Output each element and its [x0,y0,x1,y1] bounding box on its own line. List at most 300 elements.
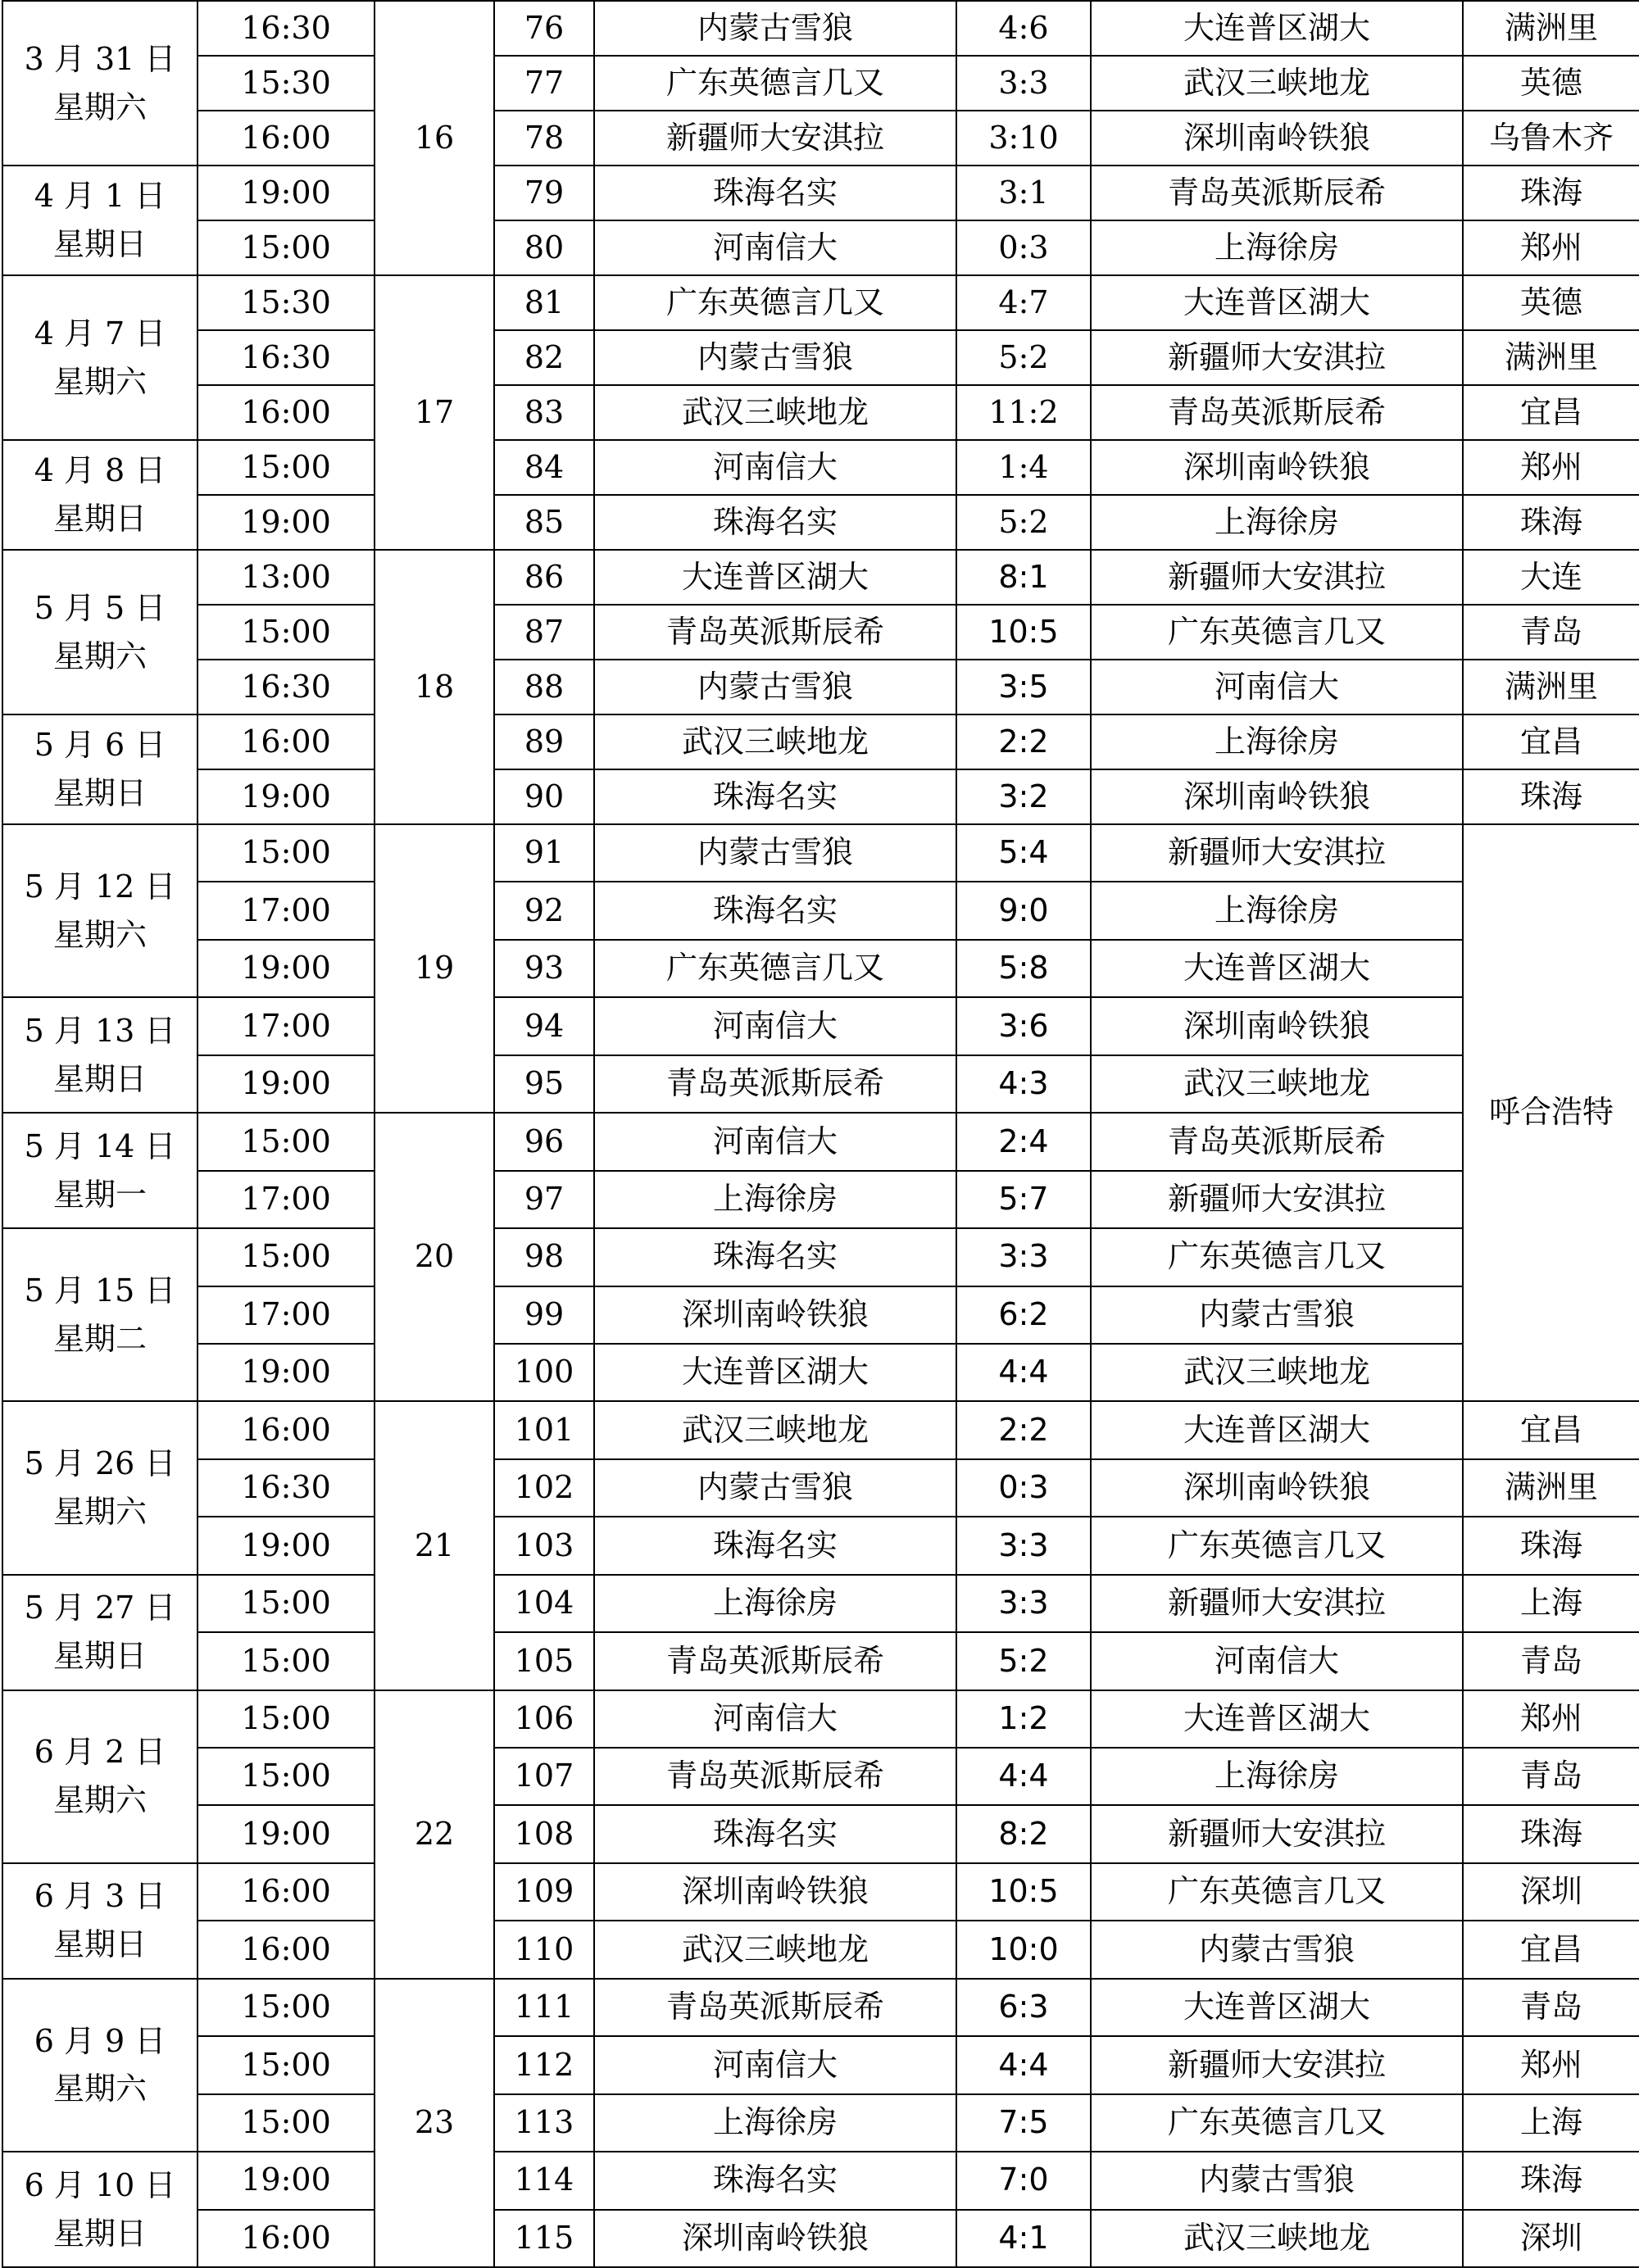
match-score: 4:3 [956,1055,1091,1113]
match-score: 1:2 [956,1690,1091,1748]
round-number: 16 [375,1,494,275]
match-number: 83 [494,385,594,440]
match-number: 110 [494,1921,594,1978]
match-time: 16:00 [197,385,375,440]
match-number: 86 [494,550,594,605]
match-date: 4 月 8 日 [34,452,166,489]
match-score: 2:2 [956,714,1091,769]
match-number: 91 [494,824,594,882]
match-date-cell [2,1979,197,2152]
match-venue: 满洲里 [1463,1,1639,56]
match-score: 9:0 [956,882,1091,939]
match-date-cell [2,1,197,166]
match-venue: 珠海 [1463,769,1639,824]
match-score: 4:4 [956,1344,1091,1401]
away-team: 新疆师大安淇拉 [1091,2036,1463,2093]
match-number: 100 [494,1344,594,1401]
match-number: 88 [494,660,594,714]
table-row [2,1575,1639,1632]
away-team: 上海徐房 [1091,1748,1463,1805]
match-venue: 青岛 [1463,1632,1639,1690]
away-team: 新疆师大安淇拉 [1091,330,1463,385]
match-time: 15:30 [197,275,375,330]
match-score: 3:2 [956,769,1091,824]
home-team: 内蒙古雪狼 [594,1,956,56]
home-team: 青岛英派斯辰希 [594,1748,956,1805]
match-score: 10:5 [956,605,1091,660]
home-team: 武汉三峡地龙 [594,385,956,440]
match-time: 17:00 [197,882,375,939]
table-row [2,1113,1639,1170]
away-team: 深圳南岭铁狼 [1091,997,1463,1055]
match-score: 6:3 [956,1979,1091,2036]
match-date: 5 月 27 日 [24,1590,176,1626]
table-row [2,660,1639,714]
match-weekday: 星期一 [52,1176,147,1213]
home-team: 珠海名实 [594,166,956,220]
away-team: 广东英德言几又 [1091,1863,1463,1921]
home-team: 深圳南岭铁狼 [594,1863,956,1921]
match-score: 2:2 [956,1401,1091,1458]
away-team: 广东英德言几又 [1091,1517,1463,1574]
table-row [2,1921,1639,1978]
match-venue: 宜昌 [1463,1401,1639,1458]
match-venue: 上海 [1463,2094,1639,2152]
home-team: 上海徐房 [594,1171,956,1228]
match-time: 15:00 [197,1979,375,2036]
match-venue: 满洲里 [1463,330,1639,385]
home-team: 内蒙古雪狼 [594,330,956,385]
match-number: 105 [494,1632,594,1690]
table-row [2,2152,1639,2209]
home-team: 大连普区湖大 [594,1344,956,1401]
home-team: 青岛英派斯辰希 [594,1632,956,1690]
table-row [2,1459,1639,1517]
away-team: 大连普区湖大 [1091,1401,1463,1458]
match-date-cell [2,824,197,997]
match-score: 7:5 [956,2094,1091,2152]
away-team: 青岛英派斯辰希 [1091,1113,1463,1170]
match-venue: 宜昌 [1463,714,1639,769]
match-score: 8:1 [956,550,1091,605]
match-weekday: 星期二 [52,1320,147,1357]
table-row [2,714,1639,769]
table-row [2,1517,1639,1574]
home-team: 武汉三峡地龙 [594,714,956,769]
table-row [2,2036,1639,2093]
match-score: 8:2 [956,1805,1091,1862]
match-time: 15:00 [197,1632,375,1690]
match-date: 4 月 1 日 [34,178,166,215]
match-time: 15:00 [197,220,375,275]
match-date: 5 月 26 日 [24,1445,176,1482]
away-team: 深圳南岭铁狼 [1091,769,1463,824]
away-team: 武汉三峡地龙 [1091,56,1463,111]
round-number: 17 [375,275,494,550]
home-team: 内蒙古雪狼 [594,1459,956,1517]
away-team: 大连普区湖大 [1091,275,1463,330]
match-date-cell [2,1575,197,1690]
match-score: 3:3 [956,1228,1091,1286]
match-venue: 青岛 [1463,605,1639,660]
match-time: 15:00 [197,1575,375,1632]
table-row [2,1401,1639,1458]
table-row [2,275,1639,330]
match-date: 3 月 31 日 [24,40,176,77]
home-team: 武汉三峡地龙 [594,1401,956,1458]
away-team: 青岛英派斯辰希 [1091,166,1463,220]
match-schedule-table [2,0,1639,2268]
match-number: 89 [494,714,594,769]
match-date-cell [2,166,197,275]
home-team: 河南信大 [594,1690,956,1748]
match-score: 3:3 [956,1575,1091,1632]
match-time: 19:00 [197,1055,375,1113]
match-venue: 上海 [1463,1575,1639,1632]
match-weekday: 星期六 [52,363,147,400]
match-number: 93 [494,940,594,997]
match-date: 6 月 2 日 [34,1734,166,1771]
match-number: 99 [494,1286,594,1344]
match-time: 16:30 [197,660,375,714]
match-time: 16:30 [197,1459,375,1517]
match-time: 19:00 [197,2152,375,2209]
match-number: 101 [494,1401,594,1458]
match-date: 4 月 7 日 [34,315,166,352]
home-team: 青岛英派斯辰希 [594,605,956,660]
away-team: 新疆师大安淇拉 [1091,550,1463,605]
home-team: 内蒙古雪狼 [594,824,956,882]
match-score: 6:2 [956,1286,1091,1344]
home-team: 大连普区湖大 [594,550,956,605]
match-date-cell [2,1228,197,1401]
table-row [2,1690,1639,1748]
home-team: 珠海名实 [594,1805,956,1862]
round-number: 18 [375,550,494,824]
match-time: 19:00 [197,769,375,824]
table-row [2,1748,1639,1805]
match-number: 103 [494,1517,594,1574]
home-team: 珠海名实 [594,1517,956,1574]
table-row [2,1979,1639,2036]
match-date-cell [2,1113,197,1228]
match-number: 96 [494,1113,594,1170]
match-time: 16:00 [197,1921,375,1978]
match-number: 113 [494,2094,594,2152]
away-team: 广东英德言几又 [1091,2094,1463,2152]
table-row [2,2094,1639,2152]
match-venue: 郑州 [1463,440,1639,495]
match-number: 82 [494,330,594,385]
match-number: 92 [494,882,594,939]
table-row [2,769,1639,824]
round-number: 19 [375,824,494,1113]
home-team: 河南信大 [594,440,956,495]
match-time: 16:30 [197,330,375,385]
match-date-cell [2,2152,197,2267]
match-number: 104 [494,1575,594,1632]
match-venue: 青岛 [1463,1979,1639,2036]
match-date: 5 月 5 日 [34,589,166,626]
match-time: 15:00 [197,1113,375,1170]
match-number: 102 [494,1459,594,1517]
away-team: 大连普区湖大 [1091,1,1463,56]
away-team: 内蒙古雪狼 [1091,1921,1463,1978]
match-score: 2:4 [956,1113,1091,1170]
match-venue: 深圳 [1463,1863,1639,1921]
match-number: 108 [494,1805,594,1862]
match-time: 19:00 [197,1344,375,1401]
home-team: 深圳南岭铁狼 [594,1286,956,1344]
match-weekday: 星期日 [52,1060,147,1097]
match-venue: 乌鲁木齐 [1463,111,1639,166]
match-time: 16:00 [197,714,375,769]
match-score: 3:1 [956,166,1091,220]
away-team: 新疆师大安淇拉 [1091,1805,1463,1862]
match-score: 5:7 [956,1171,1091,1228]
match-number: 84 [494,440,594,495]
match-score: 5:4 [956,824,1091,882]
away-team: 上海徐房 [1091,714,1463,769]
match-score: 3:10 [956,111,1091,166]
home-team: 武汉三峡地龙 [594,1921,956,1978]
match-score: 4:1 [956,2210,1091,2267]
table-row [2,166,1639,220]
match-weekday: 星期六 [52,916,147,953]
table-row [2,385,1639,440]
match-time: 15:00 [197,2036,375,2093]
table-row [2,495,1639,550]
match-time: 19:00 [197,166,375,220]
match-weekday: 星期六 [52,2071,147,2107]
home-team: 河南信大 [594,1113,956,1170]
match-venue: 珠海 [1463,1517,1639,1574]
away-team: 新疆师大安淇拉 [1091,1575,1463,1632]
match-time: 19:00 [197,940,375,997]
home-team: 内蒙古雪狼 [594,660,956,714]
away-team: 大连普区湖大 [1091,1690,1463,1748]
match-time: 15:00 [197,1690,375,1748]
match-score: 4:4 [956,1748,1091,1805]
match-score: 3:5 [956,660,1091,714]
away-team: 内蒙古雪狼 [1091,1286,1463,1344]
round-number: 21 [375,1401,494,1690]
match-score: 10:0 [956,1921,1091,1978]
match-number: 94 [494,997,594,1055]
away-team: 新疆师大安淇拉 [1091,824,1463,882]
match-time: 19:00 [197,1517,375,1574]
round-number: 22 [375,1690,494,1979]
home-team: 河南信大 [594,997,956,1055]
match-score: 5:2 [956,1632,1091,1690]
match-score: 3:3 [956,1517,1091,1574]
home-team: 广东英德言几又 [594,275,956,330]
away-team: 河南信大 [1091,660,1463,714]
table-row [2,1344,1639,1401]
match-score: 4:6 [956,1,1091,56]
match-score: 11:2 [956,385,1091,440]
match-weekday: 星期日 [52,1638,147,1675]
match-time: 15:00 [197,1228,375,1286]
match-date: 5 月 13 日 [24,1012,176,1049]
away-team: 青岛英派斯辰希 [1091,385,1463,440]
away-team: 大连普区湖大 [1091,940,1463,997]
away-team: 内蒙古雪狼 [1091,2152,1463,2209]
match-score: 3:3 [956,56,1091,111]
match-score: 4:7 [956,275,1091,330]
match-date-cell [2,714,197,824]
match-date-cell [2,440,197,550]
match-time: 15:00 [197,440,375,495]
match-date-cell [2,1690,197,1863]
home-team: 河南信大 [594,2036,956,2093]
away-team: 武汉三峡地龙 [1091,2210,1463,2267]
match-time: 15:00 [197,1748,375,1805]
home-team: 广东英德言几又 [594,940,956,997]
home-team: 青岛英派斯辰希 [594,1979,956,2036]
match-weekday: 星期日 [52,775,147,811]
match-number: 95 [494,1055,594,1113]
away-team: 深圳南岭铁狼 [1091,440,1463,495]
match-venue: 宜昌 [1463,385,1639,440]
match-number: 115 [494,2210,594,2267]
home-team: 珠海名实 [594,2152,956,2209]
match-time: 19:00 [197,495,375,550]
match-date: 6 月 3 日 [34,1878,166,1915]
match-venue: 英德 [1463,275,1639,330]
table-row [2,1171,1639,1228]
match-weekday: 星期日 [52,2215,147,2252]
match-time: 17:00 [197,1286,375,1344]
match-date: 5 月 6 日 [34,727,166,764]
away-team: 新疆师大安淇拉 [1091,1171,1463,1228]
match-venue: 郑州 [1463,2036,1639,2093]
match-date: 6 月 10 日 [24,2166,176,2203]
match-date-cell [2,275,197,440]
table-row [2,550,1639,605]
match-weekday: 星期六 [52,637,147,674]
match-date-cell [2,997,197,1113]
home-team: 广东英德言几又 [594,56,956,111]
match-time: 17:00 [197,1171,375,1228]
away-team: 广东英德言几又 [1091,605,1463,660]
home-team: 上海徐房 [594,2094,956,2152]
match-time: 16:00 [197,1863,375,1921]
match-venue: 郑州 [1463,220,1639,275]
table-row [2,1228,1639,1286]
home-team: 青岛英派斯辰希 [594,1055,956,1113]
table-row [2,1055,1639,1113]
match-time: 15:00 [197,605,375,660]
match-number: 107 [494,1748,594,1805]
match-time: 15:00 [197,824,375,882]
match-number: 87 [494,605,594,660]
away-team: 上海徐房 [1091,220,1463,275]
home-team: 新疆师大安淇拉 [594,111,956,166]
table-row [2,940,1639,997]
match-venue: 大连 [1463,550,1639,605]
table-row [2,997,1639,1055]
away-team: 武汉三峡地龙 [1091,1055,1463,1113]
match-time: 16:00 [197,1401,375,1458]
match-weekday: 星期日 [52,226,147,262]
home-team: 珠海名实 [594,495,956,550]
table-row [2,1,1639,56]
away-team: 上海徐房 [1091,882,1463,939]
match-number: 109 [494,1863,594,1921]
match-weekday: 星期六 [52,88,147,125]
match-score: 5:2 [956,330,1091,385]
match-venue: 满洲里 [1463,1459,1639,1517]
match-time: 15:30 [197,56,375,111]
match-number: 80 [494,220,594,275]
match-venue: 宜昌 [1463,1921,1639,1978]
match-weekday: 星期日 [52,501,147,537]
match-time: 16:00 [197,111,375,166]
match-weekday: 星期六 [52,1782,147,1819]
match-date: 5 月 15 日 [24,1272,176,1309]
home-team: 河南信大 [594,220,956,275]
match-score: 10:5 [956,1863,1091,1921]
table-row [2,1286,1639,1344]
match-date: 5 月 12 日 [24,868,176,905]
match-number: 106 [494,1690,594,1748]
table-row [2,440,1639,495]
home-team: 珠海名实 [594,769,956,824]
match-venue: 珠海 [1463,166,1639,220]
match-venue: 珠海 [1463,2152,1639,2209]
match-number: 112 [494,2036,594,2093]
table-row [2,824,1639,882]
away-team: 大连普区湖大 [1091,1979,1463,2036]
table-row [2,882,1639,939]
table-row [2,111,1639,166]
home-team: 珠海名实 [594,1228,956,1286]
match-date-cell [2,1401,197,1574]
match-venue: 呼合浩特 [1463,824,1639,1401]
match-venue: 珠海 [1463,495,1639,550]
match-venue: 英德 [1463,56,1639,111]
match-venue: 郑州 [1463,1690,1639,1748]
away-team: 深圳南岭铁狼 [1091,111,1463,166]
match-number: 79 [494,166,594,220]
schedule-body [2,1,1639,2267]
away-team: 广东英德言几又 [1091,1228,1463,1286]
match-number: 114 [494,2152,594,2209]
match-time: 16:00 [197,2210,375,2267]
match-date: 6 月 9 日 [34,2022,166,2059]
table-row [2,2210,1639,2267]
away-team: 上海徐房 [1091,495,1463,550]
match-time: 19:00 [197,1805,375,1862]
match-number: 98 [494,1228,594,1286]
match-score: 5:2 [956,495,1091,550]
match-time: 13:00 [197,550,375,605]
away-team: 武汉三峡地龙 [1091,1344,1463,1401]
match-number: 85 [494,495,594,550]
match-venue: 珠海 [1463,1805,1639,1862]
match-score: 0:3 [956,220,1091,275]
table-row [2,1805,1639,1862]
match-number: 81 [494,275,594,330]
match-score: 3:6 [956,997,1091,1055]
match-time: 15:00 [197,2094,375,2152]
away-team: 深圳南岭铁狼 [1091,1459,1463,1517]
table-row [2,1632,1639,1690]
match-number: 97 [494,1171,594,1228]
match-venue: 青岛 [1463,1748,1639,1805]
round-number: 20 [375,1113,494,1401]
